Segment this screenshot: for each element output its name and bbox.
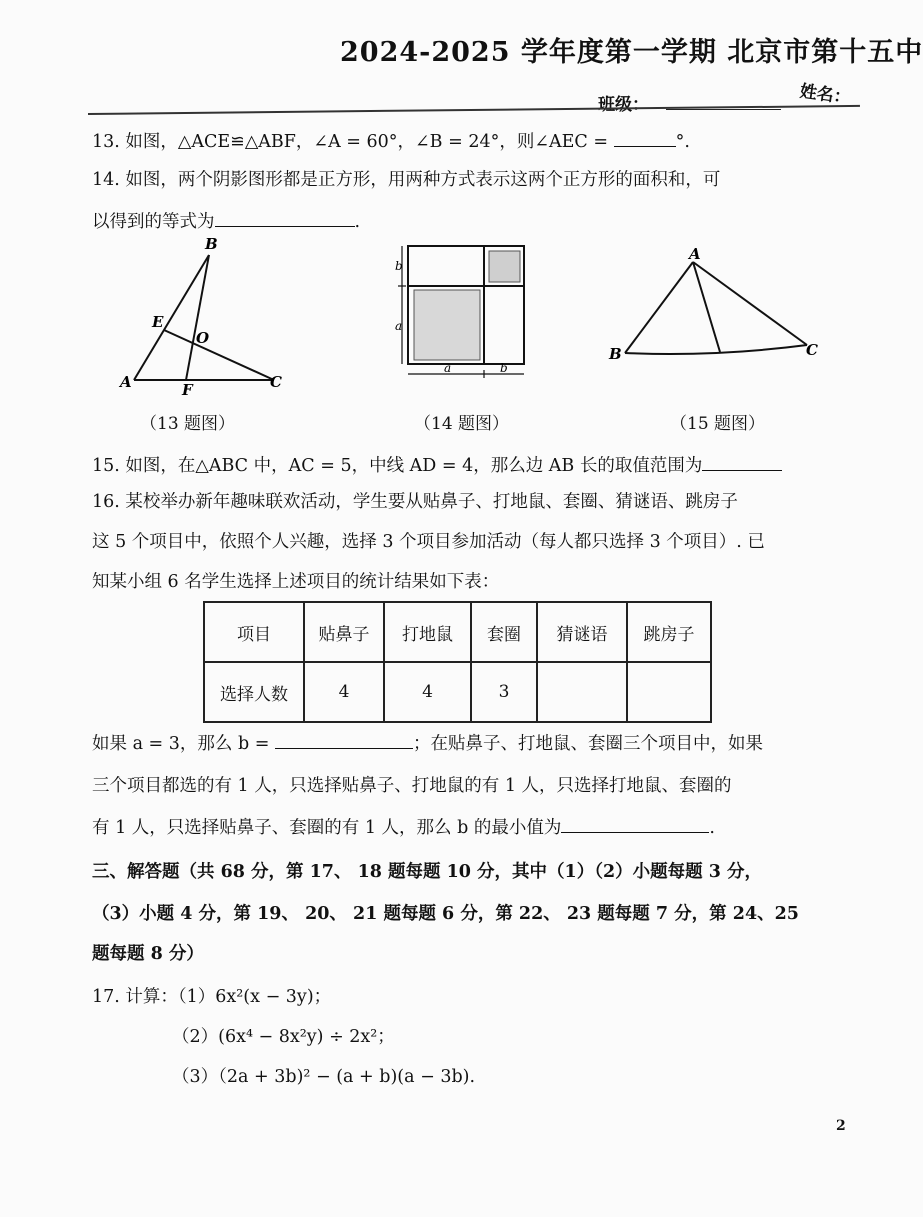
fig13-label-c: C xyxy=(270,373,282,391)
exam-title: 2024-2025 学年度第一学期 北京市第十五中 xyxy=(340,37,923,68)
q17-part-3: （3）（2a + 3b)² − (a + b)(a − 3b). xyxy=(172,1067,476,1087)
fig15-label-a: A xyxy=(689,245,701,263)
fig15-edge-bc xyxy=(625,345,807,354)
q14-text: 以得到的等式为 xyxy=(92,212,215,232)
q16-line-5: 三个项目都选的有 1 人，只选择贴鼻子、打地鼠的有 1 人，只选择打地鼠、套圈的 xyxy=(92,776,732,796)
table-cell: 套圈 xyxy=(471,602,537,662)
q17-label: 17. 计算： xyxy=(92,987,178,1007)
section-3-line-3: 题每题 8 分） xyxy=(92,944,204,964)
q15-text: 15. 如图，在△ABC 中，AC = 5，中线 AD = 4，那么边 AB 长的取值范围为 xyxy=(92,456,703,476)
q16-line-4-text-after: ；在贴鼻子、打地鼠、套圈三个项目中，如果 xyxy=(412,734,763,754)
table-cell: 3 xyxy=(471,662,537,722)
q14-text-after: . xyxy=(354,212,361,232)
section-3-line-2: （3）小题 4 分，第 19、 20、 21 题每题 6 分，第 22、 23 题每题 7 分，第 24、25 xyxy=(92,904,799,924)
q16-line-4 xyxy=(92,730,763,755)
q15-answer-blank[interactable] xyxy=(702,452,782,471)
fig15-edge-ad xyxy=(693,262,720,352)
class-blank[interactable] xyxy=(666,109,781,110)
q16-line-3: 知某小组 6 名学生选择上述项目的统计结果如下表： xyxy=(92,572,500,592)
question-15 xyxy=(92,452,782,477)
q13-text: 13. 如图，△ACE≌△ABF，∠A = 60°，∠B = 24°，则∠AEC = xyxy=(92,132,614,152)
fig14-caption: （14 题图） xyxy=(414,414,510,434)
fig14-large-shaded-square xyxy=(414,290,480,360)
fig15-label-c: C xyxy=(806,341,818,359)
question-13 xyxy=(92,128,690,153)
fig13-label-e: E xyxy=(152,313,164,331)
table-cell-a[interactable] xyxy=(537,662,627,722)
q16-line-6-text: 有 1 人，只选择贴鼻子、套圈的有 1 人，那么 b 的最小值为 xyxy=(92,818,562,838)
q17-part-1: （1）6x²(x − 3y)； xyxy=(177,987,332,1007)
q14-line-1: 14. 如图，两个阴影图形都是正方形，用两种方式表示这两个正方形的面积和，可 xyxy=(92,170,721,190)
class-label: 班级： xyxy=(598,95,649,115)
table-cell: 猜谜语 xyxy=(537,602,627,662)
figure-14 xyxy=(394,240,534,385)
question-17 xyxy=(92,983,331,1008)
page-number: 2 xyxy=(836,1118,846,1134)
q16-line-1: 16. 某校举办新年趣味联欢活动，学生要从贴鼻子、打地鼠、套圈、猜谜语、跳房子 xyxy=(92,492,738,512)
fig15-label-b: B xyxy=(609,345,622,363)
fig15-caption: （15 题图） xyxy=(670,414,766,434)
q16-line-6-text-after: . xyxy=(709,818,715,838)
table-cell: 项目 xyxy=(204,602,304,662)
table-cell: 跳房子 xyxy=(627,602,711,662)
question-14-line-2 xyxy=(92,208,360,233)
table-cell: 4 xyxy=(304,662,384,722)
figure-15 xyxy=(605,245,825,370)
table-row xyxy=(204,662,711,722)
table-cell-b[interactable] xyxy=(627,662,711,722)
fig13-caption: （13 题图） xyxy=(140,414,236,434)
table-cell: 贴鼻子 xyxy=(304,602,384,662)
fig14-label-a-bottom: a xyxy=(444,361,452,375)
fig14-label-b-left: b xyxy=(395,259,403,273)
fig15-edge-ab xyxy=(625,262,693,353)
fig14-label-b-bottom: b xyxy=(500,361,508,375)
figure-13 xyxy=(112,235,302,399)
table-cell: 4 xyxy=(384,662,471,722)
q16-b-answer-blank[interactable] xyxy=(275,730,413,749)
q16-line-2: 这 5 个项目中，依照个人兴趣，选择 3 个项目参加活动（每人都只选择 3 个项目）. 已 xyxy=(92,532,765,552)
fig13-edge-ec xyxy=(164,330,274,380)
q16-stats-table xyxy=(203,601,712,723)
table-header-row xyxy=(204,602,711,662)
fig13-label-a: A xyxy=(120,373,132,391)
fig15-edge-ac xyxy=(693,262,807,345)
table-cell: 打地鼠 xyxy=(384,602,471,662)
q16-line-6 xyxy=(92,814,715,839)
q13-text-after: °. xyxy=(675,132,690,152)
fig13-label-o: O xyxy=(196,329,210,347)
q13-answer-blank[interactable] xyxy=(614,128,676,147)
section-3-line-1: 三、解答题（共 68 分，第 17、 18 题每题 10 分，其中（1）（2）小题每题 3 分， xyxy=(92,862,763,882)
fig13-label-f: F xyxy=(182,381,193,399)
q16-min-b-blank[interactable] xyxy=(561,814,709,833)
q16-line-4-text: 如果 a = 3，那么 b = xyxy=(92,734,275,754)
q17-part-2: （2）(6x⁴ − 8x²y) ÷ 2x²； xyxy=(172,1027,395,1047)
fig14-small-shaded-square xyxy=(489,251,520,282)
q14-answer-blank[interactable] xyxy=(215,208,355,227)
name-label: 姓名： xyxy=(798,81,852,109)
fig13-label-b: B xyxy=(205,235,218,253)
fig14-label-a-left: a xyxy=(395,319,403,333)
table-cell: 选择人数 xyxy=(204,662,304,722)
